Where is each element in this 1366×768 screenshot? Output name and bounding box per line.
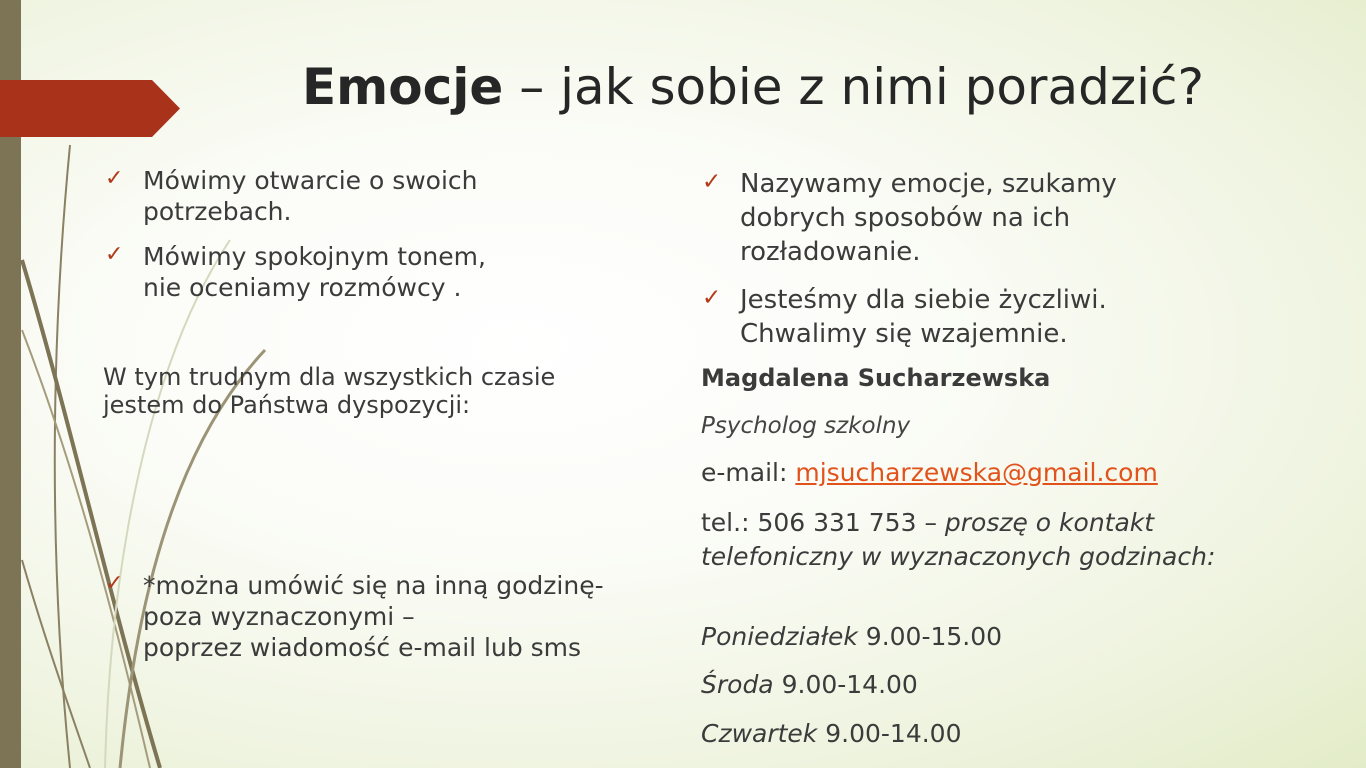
email-label: e-mail:: [701, 458, 796, 487]
schedule-row: [701, 622, 1002, 651]
left-bullet-2-text: Mówimy spokojnym tonem, nie oceniamy rozmówcy .: [143, 242, 486, 302]
slide-title: [302, 58, 1204, 116]
schedule-row: [701, 670, 918, 699]
schedule-day: Poniedziałek: [701, 622, 858, 651]
left-bullet-1-text: Mówimy otwarcie o swoich potrzebach.: [143, 166, 478, 226]
right-bullet-1-text: Nazywamy emocje, szukamy dobrych sposobów na ich rozładowanie.: [740, 169, 1117, 267]
check-icon: ✓: [105, 571, 124, 596]
schedule-hours: 9.00-15.00: [857, 622, 1003, 651]
schedule-row: [701, 719, 962, 748]
availability-paragraph: W tym trudnym dla wszystkich czasie jestem do Państwa dyspozycji:: [103, 363, 556, 419]
schedule-hours: 9.00-14.00: [817, 719, 962, 748]
check-icon: ✓: [702, 285, 722, 311]
left-note-text: *można umówić się na inną godzinę- poza wyznaczonymi – poprzez wiadomość e-mail lub sms: [143, 571, 604, 662]
schedule-day: Czwartek: [701, 719, 818, 748]
check-icon: ✓: [105, 166, 124, 191]
psychologist-name: Magdalena Sucharzewska: [701, 364, 1051, 392]
title-bold: Emocje: [302, 58, 504, 116]
email-line: [701, 458, 1158, 487]
phone-line: [701, 506, 1221, 574]
right-bullet-2: [702, 283, 1107, 351]
right-bullet-2-text: Jesteśmy dla siebie życzliwi. Chwalimy się wzajemnie.: [740, 285, 1107, 349]
title-rest: – jak sobie z nimi poradzić?: [503, 58, 1205, 116]
left-bullet-1: [105, 165, 478, 227]
psychologist-role: Psycholog szkolny: [701, 413, 911, 439]
phone-note: proszę o kontakt telefoniczny w wyznaczonych godzinach:: [701, 508, 1216, 571]
check-icon: ✓: [702, 169, 722, 195]
phone-label: tel.: 506 331 753 –: [701, 508, 945, 537]
schedule-hours: 9.00-14.00: [773, 670, 918, 699]
schedule-day: Środa: [701, 670, 774, 699]
left-note: [105, 570, 604, 663]
email-link[interactable]: mjsucharzewska@gmail.com: [795, 458, 1158, 487]
left-bullet-2: [105, 241, 486, 303]
right-bullet-1: [702, 167, 1117, 269]
check-icon: ✓: [105, 242, 124, 267]
